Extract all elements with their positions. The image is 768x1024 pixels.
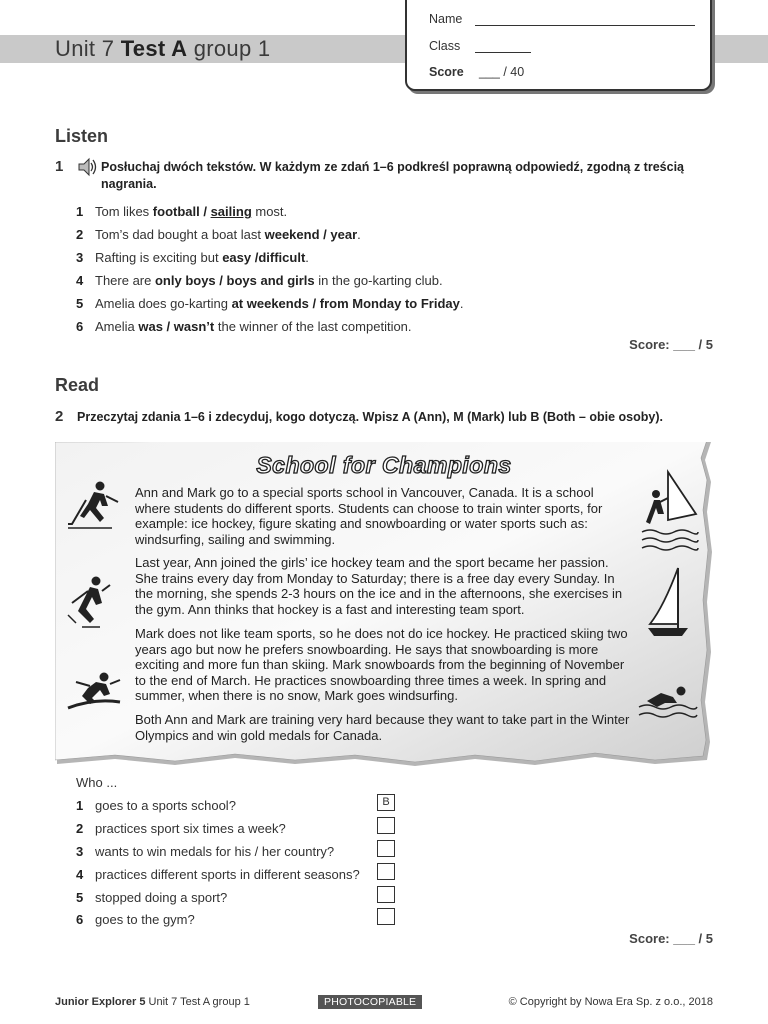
answer-box[interactable] [377,817,395,834]
option-separator: / [162,319,174,334]
paragraph-4: Both Ann and Mark are training very hard because they want to take part in the Winter Olympics and win gold medals for Canada. [135,712,630,743]
unit-label: Unit 7 [55,36,115,61]
item-text-end: . [459,296,464,311]
series-name: Junior Explorer 5 [55,996,146,1008]
item-number: 5 [76,296,84,311]
option-separator: / [319,227,331,242]
answer-box[interactable] [377,886,395,903]
question-number: 6 [76,912,84,927]
item-number: 4 [76,273,84,288]
listen-item [76,227,361,244]
option-a[interactable]: at weekends [231,296,309,311]
item-text: Amelia does go-karting [95,296,232,311]
ice-hockey-icon [66,480,122,532]
option-separator: / [308,296,320,311]
option-a[interactable]: weekend [264,227,320,242]
class-field[interactable] [475,52,531,53]
paragraph-2: Last year, Ann joined the girls’ ice hockey team and the sport became her passion. She trains every day from Monday to Saturday; there is a free day every Sunday. In the morning, she spends 2-3 hours on the ice and in the afternoons, she exercises in the gym. Ann thinks that hockey is a fast and interesting team sport. [135,555,623,617]
listen-score: Score: ___ / 5 [629,337,713,352]
option-b[interactable] [211,204,252,219]
item-number: 6 [76,319,84,334]
option-a[interactable]: easy [222,250,252,265]
listen-heading: Listen [55,126,109,146]
item-text: Amelia [95,319,139,334]
item-text: Tom likes [95,204,153,219]
option-a[interactable]: football [152,204,200,219]
windsurfing-icon [638,468,700,552]
unit-info: Unit 7 Test A group 1 [148,996,250,1008]
sailing-icon [644,566,692,642]
question-item [76,890,227,905]
name-field[interactable] [475,25,695,26]
answer-box[interactable]: B [377,794,395,811]
question-text: stopped doing a sport? [95,890,228,905]
task-1-instruction: Posłuchaj dwóch tekstów. W każdym ze zdań 1–6 podkreśl poprawną odpowiedź, zgodną z treścią nagrania. [101,160,684,191]
swimming-icon [637,683,699,723]
listen-item [76,250,309,267]
option-separator: / [251,250,259,265]
question-text: practices different sports in different seasons? [95,867,360,882]
question-item [76,798,236,813]
option-b-text: sailing [210,204,252,219]
who-prompt: Who ... [76,775,118,790]
snowboarding-icon [66,672,122,712]
figure-skating-icon [66,575,112,631]
item-number: 2 [76,227,84,242]
option-separator: / [215,273,227,288]
option-b[interactable] [227,273,315,288]
listen-item [76,296,464,313]
option-b[interactable] [330,227,357,242]
test-label: Test A [120,36,188,61]
question-item [76,821,286,836]
read-score: Score: ___ / 5 [629,931,713,946]
item-text: There are [95,273,155,288]
total-score: ___ / 40 [479,65,525,79]
paragraph-3: Mark does not like team sports, so he does not do ice hockey. He practiced skiing two years ago but now he prefers snowboarding. He says that snowboarding is more exciting and more fun than skiing. Mark snowboards from the beginning of November to the end of March. He practices snowboarding three times a week. In spring and summer, when there is no snow, Mark goes windsurfing. [135,626,628,704]
option-b[interactable] [258,250,305,265]
option-separator: / [199,204,211,219]
item-text-end: most. [251,204,288,219]
question-number: 1 [76,798,84,813]
item-number: 3 [76,250,84,265]
question-text: wants to win medals for his / her country? [95,844,335,859]
score-label: Score [429,65,464,79]
question-text: practices sport six times a week? [95,821,286,836]
answer-box[interactable] [377,840,395,857]
paragraph-1: Ann and Mark go to a special sports school in Vancouver, Canada. It is a school where students do different sports. Students can choose to train winter sports, for example: ice hockey, figure skating and snowboarding or water sports such as: windsurfing, sailing and swimming. [135,485,603,547]
question-number: 2 [76,821,84,836]
name-label: Name [429,12,463,26]
question-number: 3 [76,844,84,859]
footer-series [55,996,250,1008]
reading-title: School for Champions [256,452,512,478]
item-text-end: in the go-karting club. [314,273,443,288]
task-2-number: 2 [55,408,64,425]
question-item [76,867,360,882]
answer-box[interactable] [377,863,395,880]
question-number: 4 [76,867,84,882]
question-item [76,912,195,927]
item-text-end: . [305,250,309,265]
class-label: Class [429,39,461,53]
item-text-end: the winner of the last competition. [214,319,412,334]
listen-item [76,273,443,290]
listen-item [76,319,412,336]
listen-item [76,204,287,221]
item-text: Tom’s dad bought a boat last [95,227,265,242]
item-number: 1 [76,204,84,219]
task-2-instruction: Przeczytaj zdania 1–6 i zdecyduj, kogo dotyczą. Wpisz A (Ann), M (Mark) lub B (Both – obie osoby). [77,410,663,424]
read-heading: Read [55,375,100,395]
question-text: goes to the gym? [95,912,195,927]
student-info-box [405,0,712,91]
question-number: 5 [76,890,84,905]
option-b-text: from Monday to Friday [319,296,460,311]
page-title [55,36,270,62]
answer-box[interactable] [377,908,395,925]
question-text: goes to a sports school? [95,798,236,813]
copyright: © Copyright by Nowa Era Sp. z o.o., 2018 [508,996,713,1008]
photocopiable-badge: PHOTOCOPIABLE [318,995,422,1009]
option-b[interactable] [320,296,460,311]
option-b[interactable] [174,319,214,334]
question-item [76,844,334,859]
option-a[interactable]: was [138,319,163,334]
group-label: group 1 [193,36,271,61]
task-1-number: 1 [55,158,64,175]
item-text: Rafting is exciting but [95,250,223,265]
option-b-text: wasn’t [173,319,215,334]
item-text-end: . [357,227,361,242]
option-a[interactable]: only boys [154,273,216,288]
option-b-text: boys and girls [226,273,315,288]
option-b-text: year [330,227,358,242]
option-b-text: difficult [258,250,306,265]
